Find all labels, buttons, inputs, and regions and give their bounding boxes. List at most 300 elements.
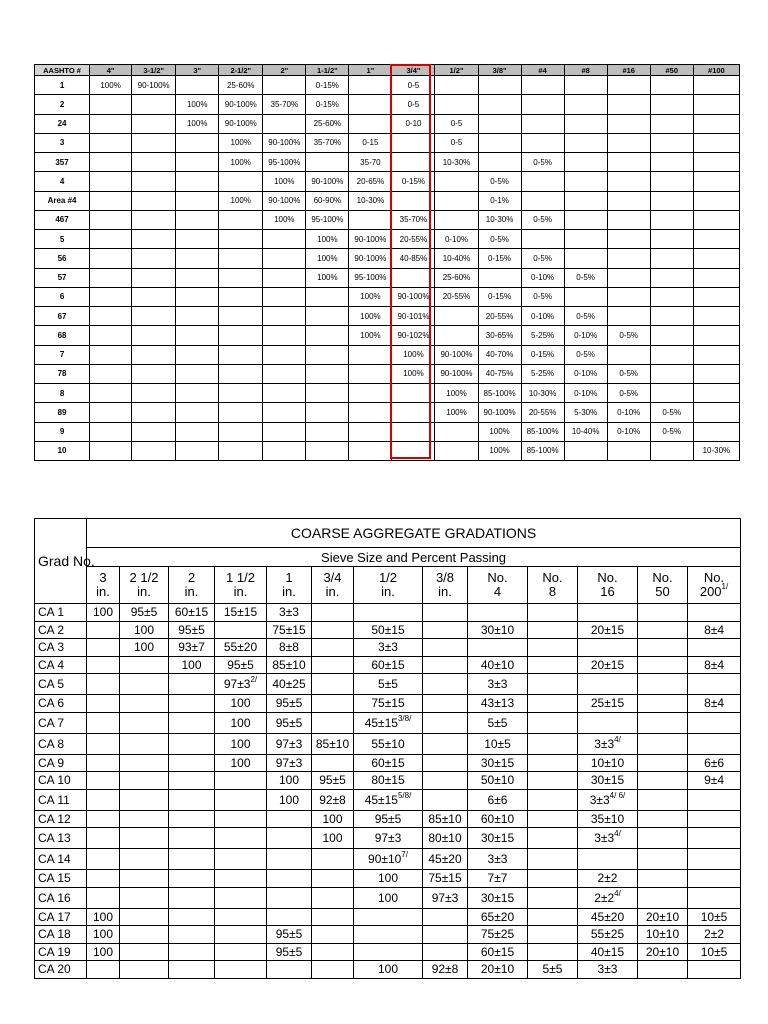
table-row <box>35 249 740 268</box>
percent-passing-cell <box>349 114 392 133</box>
cell-value: 93±7 <box>178 640 205 655</box>
percent-passing-cell <box>638 870 688 888</box>
percent-passing-cell <box>87 656 120 674</box>
percent-passing-cell <box>132 191 176 210</box>
percent-passing-cell <box>120 712 169 733</box>
percent-passing-cell: 0-5 <box>435 114 478 133</box>
percent-passing-cell <box>215 639 267 657</box>
percent-passing-cell: 100% <box>306 268 349 287</box>
percent-passing-cell <box>693 403 739 422</box>
percent-passing-cell: 90-100% <box>478 403 521 422</box>
table-row <box>35 870 741 888</box>
percent-passing-cell: 10-30% <box>435 153 478 172</box>
percent-passing-cell <box>90 384 132 403</box>
percent-passing-cell <box>90 172 132 191</box>
table-row <box>35 191 740 210</box>
table-row <box>35 345 740 364</box>
sieve-size-header: 3" <box>176 65 219 76</box>
percent-passing-cell: 95-100% <box>263 153 306 172</box>
cell-value: 50±15 <box>371 622 405 637</box>
cell-value: 10±10 <box>645 927 680 942</box>
percent-passing-cell: 90-100% <box>263 133 306 152</box>
percent-passing-cell <box>423 828 468 849</box>
percent-passing-cell <box>90 345 132 364</box>
cell-value: 10±10 <box>590 755 625 770</box>
percent-passing-cell <box>392 153 435 172</box>
percent-passing-cell <box>528 943 578 961</box>
percent-passing-cell: 10-40% <box>435 249 478 268</box>
percent-passing-cell <box>267 621 312 639</box>
grad-number: CA 3 <box>35 639 87 657</box>
percent-passing-cell <box>267 674 312 695</box>
grad-number: CA 2 <box>35 621 87 639</box>
table-row <box>35 772 741 790</box>
table-row <box>35 76 740 95</box>
percent-passing-cell: 30-65% <box>478 326 521 345</box>
percent-passing-cell <box>688 754 741 772</box>
percent-passing-cell: 10-30% <box>521 384 564 403</box>
percent-passing-cell <box>87 810 120 828</box>
percent-passing-cell: 0-5% <box>564 268 607 287</box>
percent-passing-cell <box>638 789 688 810</box>
percent-passing-cell <box>468 870 528 888</box>
percent-passing-cell <box>650 326 693 345</box>
grad-number: CA 20 <box>35 961 87 979</box>
sieve-size-top: 3/4 <box>323 570 342 586</box>
percent-passing-cell: 100% <box>478 422 521 441</box>
percent-passing-cell <box>267 695 312 713</box>
percent-passing-cell <box>578 639 638 657</box>
percent-passing-cell <box>169 926 215 944</box>
cell-value: 100 <box>181 657 202 672</box>
percent-passing-cell <box>423 810 468 828</box>
percent-passing-cell: 0-5% <box>478 230 521 249</box>
percent-passing-cell <box>90 95 132 114</box>
percent-passing-cell <box>693 249 739 268</box>
percent-passing-cell <box>693 76 739 95</box>
percent-passing-cell <box>688 887 741 908</box>
aashto-number: 3 <box>35 133 90 152</box>
percent-passing-cell <box>638 621 688 639</box>
sieve-size-header: 1" <box>349 65 392 76</box>
percent-passing-cell: 100% <box>219 133 263 152</box>
percent-passing-cell <box>87 695 120 713</box>
percent-passing-cell <box>521 191 564 210</box>
percent-passing-cell <box>120 943 169 961</box>
percent-passing-cell <box>423 772 468 790</box>
percent-passing-cell: 10-30% <box>478 210 521 229</box>
aashto-number: 357 <box>35 153 90 172</box>
percent-passing-cell <box>219 268 263 287</box>
percent-passing-cell <box>392 384 435 403</box>
percent-passing-cell: 0-15% <box>306 95 349 114</box>
percent-passing-cell: 90-100% <box>435 364 478 383</box>
aashto-gradation-table <box>34 64 740 461</box>
cell-value: 25±15 <box>590 696 625 711</box>
percent-passing-cell <box>267 712 312 733</box>
percent-passing-cell: 90-102% <box>392 326 435 345</box>
percent-passing-cell <box>90 133 132 152</box>
cell-value: 45±15 <box>364 715 398 730</box>
percent-passing-cell <box>215 733 267 754</box>
percent-passing-cell <box>219 230 263 249</box>
table-row <box>35 639 741 657</box>
cell-value: 95±5 <box>275 696 303 711</box>
percent-passing-cell <box>132 133 176 152</box>
cell-value: 100 <box>230 736 251 751</box>
cell-value: 100 <box>133 622 155 637</box>
percent-passing-cell: 0-10% <box>564 384 607 403</box>
percent-passing-cell <box>693 133 739 152</box>
percent-passing-cell <box>312 712 354 733</box>
sieve-size-bottom: in. <box>233 584 248 599</box>
percent-passing-cell <box>267 656 312 674</box>
percent-passing-cell: 90-100% <box>306 172 349 191</box>
percent-passing-cell <box>132 268 176 287</box>
percent-passing-cell <box>528 789 578 810</box>
cell-value: 45±20 <box>428 852 462 866</box>
percent-passing-cell <box>423 604 468 622</box>
percent-passing-cell <box>120 870 169 888</box>
percent-passing-cell <box>132 172 176 191</box>
table-row <box>35 153 740 172</box>
table-row <box>35 287 740 306</box>
percent-passing-cell <box>354 604 423 622</box>
percent-passing-cell <box>267 926 312 944</box>
sieve-size-top: No. <box>652 570 673 586</box>
percent-passing-cell <box>650 287 693 306</box>
percent-passing-cell <box>528 828 578 849</box>
percent-passing-cell <box>564 133 607 152</box>
percent-passing-cell <box>306 153 349 172</box>
percent-passing-cell <box>169 656 215 674</box>
sieve-size-bottom: 50 <box>655 584 670 599</box>
percent-passing-cell <box>306 364 349 383</box>
percent-passing-cell: 0-5 <box>435 133 478 152</box>
sieve-size-header <box>87 567 120 604</box>
percent-passing-cell <box>688 695 741 713</box>
percent-passing-cell <box>688 621 741 639</box>
percent-passing-cell: 0-5% <box>521 287 564 306</box>
percent-passing-cell <box>349 403 392 422</box>
percent-passing-cell <box>521 172 564 191</box>
percent-passing-cell <box>578 828 638 849</box>
sieve-size-header: 3/4" <box>392 65 435 76</box>
percent-passing-cell: 100% <box>306 249 349 268</box>
percent-passing-cell <box>87 789 120 810</box>
percent-passing-cell <box>312 961 354 979</box>
percent-passing-cell <box>693 422 739 441</box>
table-row <box>35 712 741 733</box>
percent-passing-cell <box>267 887 312 908</box>
table-row <box>35 656 741 674</box>
cell-value: 5±5 <box>542 962 563 977</box>
percent-passing-cell: 35-70% <box>263 95 306 114</box>
percent-passing-cell <box>650 114 693 133</box>
cell-value: 9±4 <box>704 773 724 788</box>
cell-value: 100 <box>322 831 343 845</box>
percent-passing-cell: 0-5% <box>521 210 564 229</box>
percent-passing-cell <box>312 908 354 926</box>
percent-passing-cell <box>215 961 267 979</box>
cell-value: 75±25 <box>480 927 515 942</box>
cell-value: 75±15 <box>428 871 462 886</box>
grad-number: CA 14 <box>35 849 87 870</box>
percent-passing-cell <box>607 230 650 249</box>
percent-passing-cell <box>120 772 169 790</box>
aashto-number: 10 <box>35 441 90 460</box>
percent-passing-cell <box>468 908 528 926</box>
percent-passing-cell <box>176 210 219 229</box>
sieve-size-header <box>267 567 312 604</box>
percent-passing-cell <box>132 364 176 383</box>
percent-passing-cell <box>87 943 120 961</box>
percent-passing-cell: 25-60% <box>306 114 349 133</box>
table-row <box>35 422 740 441</box>
table-row <box>35 133 740 152</box>
sieve-size-header: 3/8" <box>478 65 521 76</box>
percent-passing-cell <box>607 287 650 306</box>
cell-value: 95±5 <box>319 773 346 788</box>
percent-passing-cell <box>120 926 169 944</box>
percent-passing-cell <box>354 789 423 810</box>
percent-passing-cell: 85-100% <box>521 422 564 441</box>
percent-passing-cell <box>215 870 267 888</box>
percent-passing-cell <box>132 114 176 133</box>
percent-passing-cell <box>215 810 267 828</box>
percent-passing-cell <box>468 639 528 657</box>
percent-passing-cell <box>578 870 638 888</box>
percent-passing-cell <box>693 95 739 114</box>
percent-passing-cell <box>267 733 312 754</box>
percent-passing-cell <box>306 422 349 441</box>
footnote-marker: 4/ <box>614 888 621 898</box>
percent-passing-cell: 100% <box>176 114 219 133</box>
sieve-size-bottom: in. <box>438 584 452 599</box>
cell-value: 3±3 <box>589 792 610 807</box>
cell-value: 75±15 <box>272 622 306 637</box>
percent-passing-cell <box>688 961 741 979</box>
cell-value: 100 <box>92 944 114 959</box>
percent-passing-cell <box>468 621 528 639</box>
percent-passing-cell <box>578 943 638 961</box>
cell-value: 55±25 <box>590 927 625 942</box>
percent-passing-cell <box>564 76 607 95</box>
percent-passing-cell <box>650 191 693 210</box>
table-row <box>35 604 741 622</box>
grad-number: CA 1 <box>35 604 87 622</box>
sieve-size-header <box>468 567 528 604</box>
percent-passing-cell <box>312 695 354 713</box>
percent-passing-cell <box>607 76 650 95</box>
percent-passing-cell <box>693 191 739 210</box>
sieve-size-header: #4 <box>521 65 564 76</box>
percent-passing-cell <box>528 926 578 944</box>
percent-passing-cell <box>87 621 120 639</box>
table-row <box>35 95 740 114</box>
percent-passing-cell <box>607 441 650 460</box>
cell-value: 15±15 <box>223 605 258 620</box>
percent-passing-cell <box>90 114 132 133</box>
percent-passing-cell: 20-55% <box>521 403 564 422</box>
percent-passing-cell <box>354 733 423 754</box>
percent-passing-cell <box>312 674 354 695</box>
percent-passing-cell <box>638 810 688 828</box>
percent-passing-cell <box>90 191 132 210</box>
percent-passing-cell <box>306 307 349 326</box>
percent-passing-cell <box>688 733 741 754</box>
percent-passing-cell <box>169 908 215 926</box>
sieve-size-bottom: in. <box>325 584 340 599</box>
percent-passing-cell <box>354 828 423 849</box>
cell-value: 5±5 <box>378 677 398 691</box>
cell-value: 100 <box>377 962 399 977</box>
sieve-size-top: 1 1/2 <box>226 570 255 586</box>
percent-passing-cell: 0-10% <box>521 268 564 287</box>
percent-passing-cell <box>650 441 693 460</box>
percent-passing-cell <box>468 674 528 695</box>
cell-value: 3±3 <box>487 852 508 866</box>
cell-value: 40±10 <box>480 657 515 672</box>
percent-passing-cell <box>521 133 564 152</box>
cell-value: 100 <box>278 773 300 788</box>
percent-passing-cell <box>132 422 176 441</box>
aashto-number: 7 <box>35 345 90 364</box>
percent-passing-cell <box>169 604 215 622</box>
percent-passing-cell <box>578 810 638 828</box>
percent-passing-cell <box>468 733 528 754</box>
percent-passing-cell <box>564 191 607 210</box>
aashto-number: 57 <box>35 268 90 287</box>
cell-value: 100 <box>133 640 155 655</box>
cell-value: 100 <box>377 871 399 886</box>
cell-value: 100 <box>92 927 114 942</box>
percent-passing-cell <box>607 307 650 326</box>
percent-passing-cell <box>87 961 120 979</box>
percent-passing-cell <box>478 76 521 95</box>
percent-passing-cell <box>423 712 468 733</box>
percent-passing-cell <box>638 656 688 674</box>
percent-passing-cell <box>693 230 739 249</box>
percent-passing-cell <box>468 887 528 908</box>
aashto-header-row <box>35 65 740 76</box>
cell-value: 100 <box>377 890 399 905</box>
percent-passing-cell: 0-5% <box>521 249 564 268</box>
percent-passing-cell <box>423 887 468 908</box>
table-row <box>35 674 741 695</box>
percent-passing-cell <box>215 926 267 944</box>
percent-passing-cell: 20-65% <box>349 172 392 191</box>
percent-passing-cell <box>87 604 120 622</box>
percent-passing-cell <box>650 133 693 152</box>
percent-passing-cell <box>215 674 267 695</box>
percent-passing-cell <box>650 153 693 172</box>
percent-passing-cell <box>215 772 267 790</box>
table-row <box>35 828 741 849</box>
percent-passing-cell <box>87 754 120 772</box>
percent-passing-cell <box>132 210 176 229</box>
table-row <box>35 754 741 772</box>
percent-passing-cell <box>638 712 688 733</box>
percent-passing-cell <box>267 828 312 849</box>
percent-passing-cell <box>578 887 638 908</box>
percent-passing-cell <box>87 674 120 695</box>
percent-passing-cell <box>564 172 607 191</box>
percent-passing-cell <box>392 191 435 210</box>
aashto-number: 1 <box>35 76 90 95</box>
percent-passing-cell <box>528 733 578 754</box>
percent-passing-cell <box>176 153 219 172</box>
percent-passing-cell: 0-15% <box>478 249 521 268</box>
percent-passing-cell <box>176 307 219 326</box>
percent-passing-cell <box>354 639 423 657</box>
percent-passing-cell <box>176 249 219 268</box>
percent-passing-cell: 0-5% <box>650 403 693 422</box>
cell-value: 60±15 <box>371 657 405 672</box>
percent-passing-cell <box>120 733 169 754</box>
aashto-number: 68 <box>35 326 90 345</box>
percent-passing-cell <box>528 870 578 888</box>
percent-passing-cell <box>607 345 650 364</box>
percent-passing-cell <box>688 870 741 888</box>
coarse-aggregate-gradations-table <box>34 518 741 979</box>
table-row <box>35 908 741 926</box>
percent-passing-cell <box>578 849 638 870</box>
cell-value: 8±4 <box>704 696 724 711</box>
percent-passing-cell: 0-5% <box>607 364 650 383</box>
percent-passing-cell <box>215 849 267 870</box>
percent-passing-cell <box>169 828 215 849</box>
cell-value: 3±3 <box>594 831 615 845</box>
cell-value: 95±5 <box>178 622 205 637</box>
cell-value: 10±5 <box>700 944 728 959</box>
cell-value: 8±4 <box>704 657 724 672</box>
table-subtitle: Sieve Size and Percent Passing <box>87 548 741 567</box>
aashto-number: 4 <box>35 172 90 191</box>
sieve-size-header: 2" <box>263 65 306 76</box>
cell-value: 45±20 <box>590 909 625 924</box>
percent-passing-cell <box>169 961 215 979</box>
percent-passing-cell <box>564 230 607 249</box>
percent-passing-cell <box>267 908 312 926</box>
table-row <box>35 810 741 828</box>
percent-passing-cell: 100% <box>349 326 392 345</box>
percent-passing-cell <box>306 287 349 306</box>
percent-passing-cell <box>306 403 349 422</box>
cell-value: 8±4 <box>704 622 724 637</box>
percent-passing-cell <box>90 287 132 306</box>
percent-passing-cell <box>468 961 528 979</box>
percent-passing-cell: 20-55% <box>435 287 478 306</box>
percent-passing-cell <box>354 772 423 790</box>
percent-passing-cell <box>267 961 312 979</box>
percent-passing-cell <box>607 268 650 287</box>
cell-value: 100 <box>322 811 343 826</box>
percent-passing-cell <box>528 810 578 828</box>
percent-passing-cell <box>423 926 468 944</box>
percent-passing-cell <box>468 695 528 713</box>
percent-passing-cell <box>312 772 354 790</box>
percent-passing-cell: 0-15% <box>392 172 435 191</box>
grad-number: CA 10 <box>35 772 87 790</box>
percent-passing-cell <box>263 345 306 364</box>
percent-passing-cell <box>478 95 521 114</box>
sieve-size-header: 3-1/2" <box>132 65 176 76</box>
grad-number: CA 13 <box>35 828 87 849</box>
percent-passing-cell <box>120 695 169 713</box>
percent-passing-cell <box>528 604 578 622</box>
percent-passing-cell <box>688 810 741 828</box>
